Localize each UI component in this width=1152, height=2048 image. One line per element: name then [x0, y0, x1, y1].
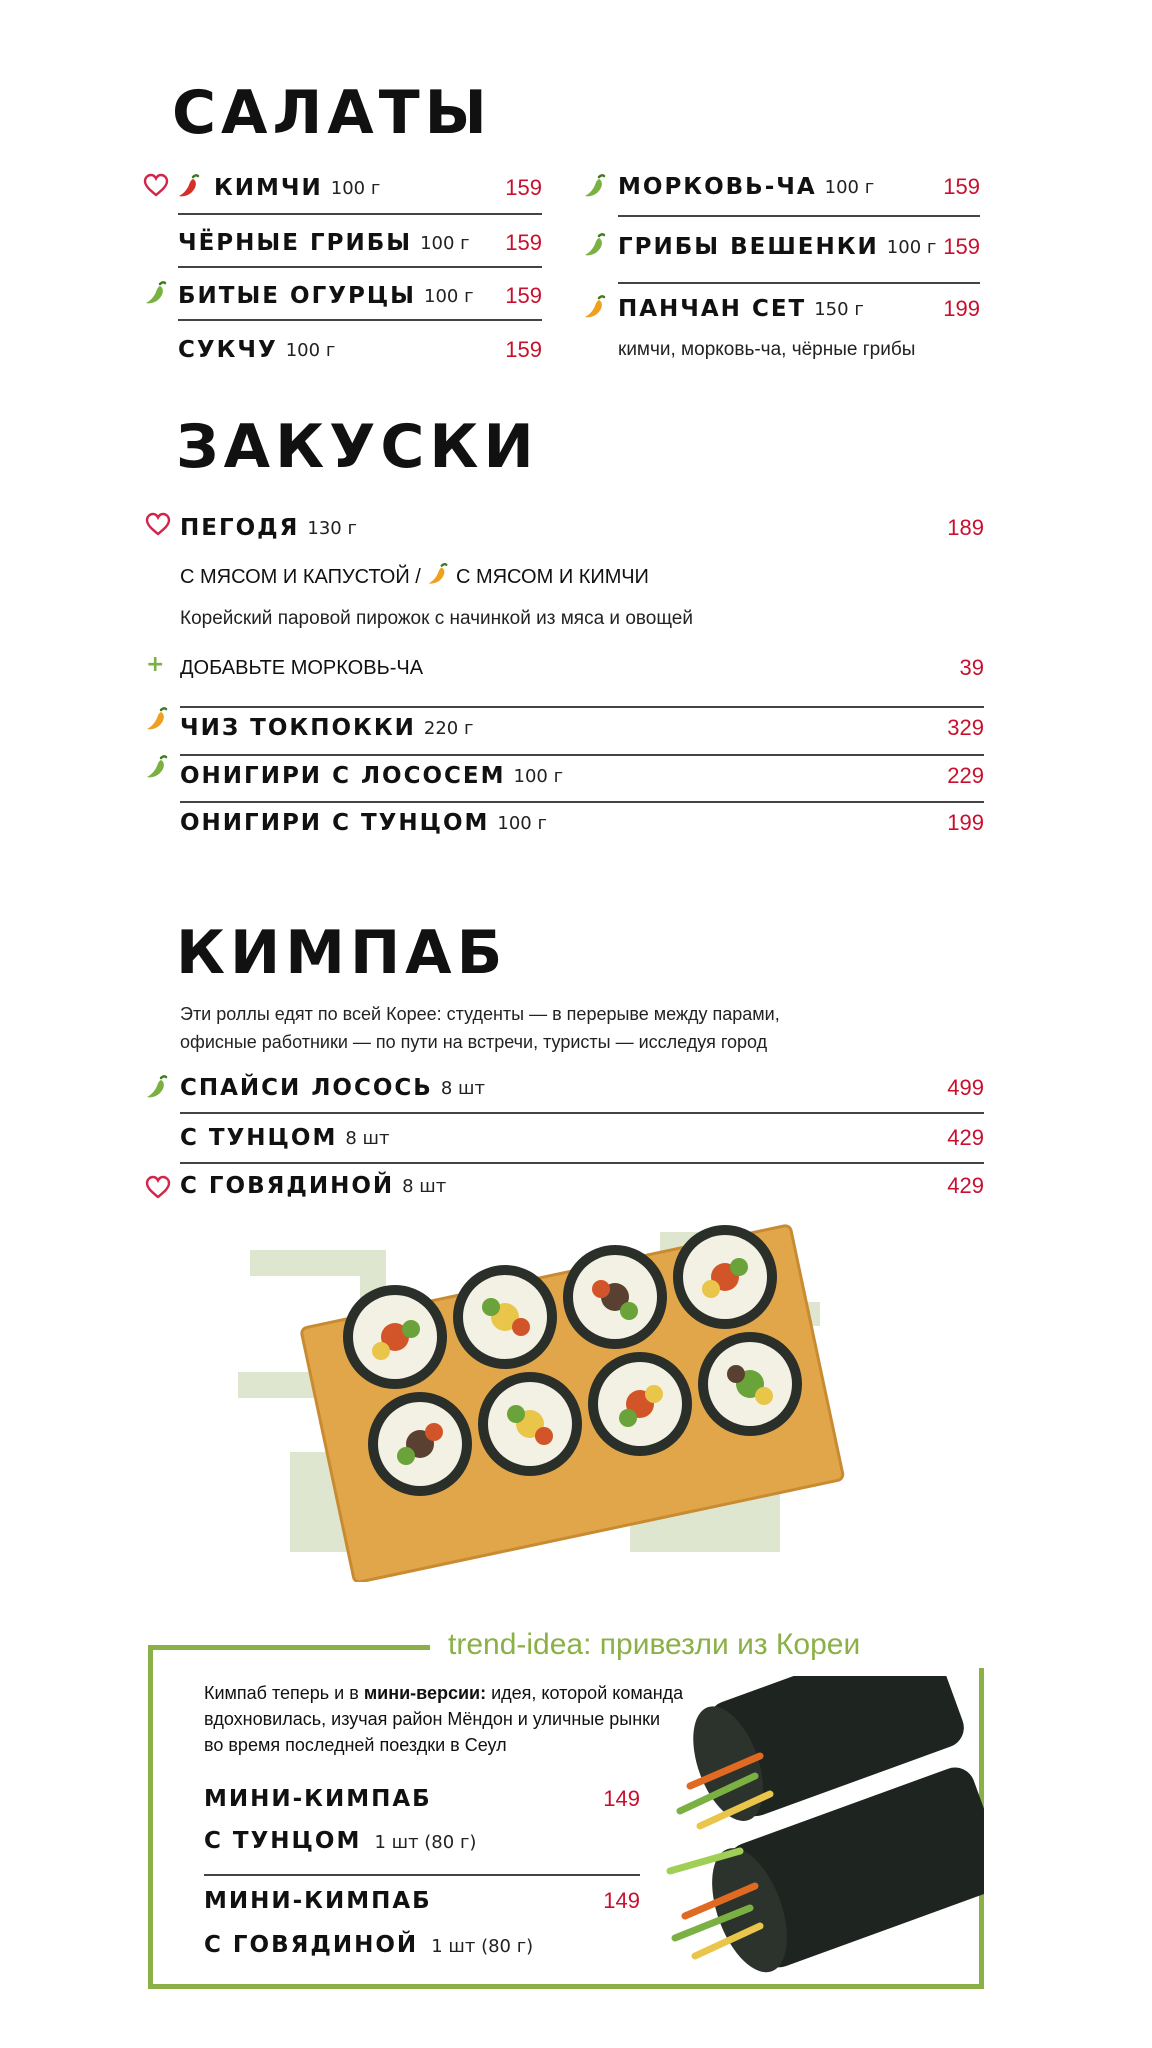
item-price: 199 [947, 810, 984, 835]
item-weight: 100 г [420, 232, 470, 254]
item-price: 159 [943, 174, 980, 199]
menu-item-mini-kimbap-tuna[interactable] [204, 1778, 640, 1868]
kimbap-title: КИМПАБ [176, 918, 508, 988]
divider [618, 215, 980, 217]
item-price: 429 [947, 1125, 984, 1150]
divider [180, 1162, 984, 1164]
trend-text-line3: во время последней поездки в Сеул [204, 1735, 507, 1755]
item-weight: 1 шт (80 г) [431, 1936, 534, 1957]
item-weight: 100 г [824, 176, 875, 198]
divider [178, 319, 542, 321]
item-name: ПАНЧАН СЕТ [618, 296, 807, 322]
chili-red-icon [176, 173, 202, 199]
item-weight: 100 г [330, 177, 381, 199]
chili-green-icon [144, 754, 170, 780]
item-price: 159 [505, 175, 542, 200]
item-weight: 1 шт (80 г) [374, 1832, 477, 1853]
item-price: 159 [505, 230, 542, 255]
trend-text-line1: Кимпаб теперь и в мини-версии: идея, которой команда [204, 1683, 684, 1703]
divider [204, 1874, 640, 1876]
item-name: ГРИБЫ ВЕШЕНКИ [618, 234, 879, 260]
item-price: 159 [505, 283, 542, 308]
menu-item-morkov-cha[interactable] [618, 167, 980, 207]
item-price: 329 [947, 715, 984, 740]
chili-green-icon [582, 173, 608, 199]
item-price: 149 [603, 1888, 640, 1913]
item-weight: 130 г [307, 517, 357, 539]
pegodya-variants [180, 562, 649, 589]
plus-icon: + [146, 652, 165, 677]
heart-icon [144, 511, 172, 537]
menu-item-onigiri-tuna[interactable] [180, 803, 984, 843]
kimbap-intro-line2: офисные работники — по пути на встречи, туристы — исследуя город [180, 1032, 768, 1052]
menu-item-mini-kimbap-beef[interactable] [204, 1880, 640, 1970]
divider [180, 1112, 984, 1114]
salads-left-column [178, 168, 542, 378]
item-name: СУКЧУ [178, 337, 278, 363]
snacks-list [180, 508, 984, 838]
salads-title: САЛАТЫ [172, 78, 492, 148]
item-weight: 100 г [513, 765, 564, 787]
addon-label: ДОБАВЬТЕ МОРКОВЬ-ЧА [180, 656, 424, 679]
kimbap-list [180, 1068, 984, 1208]
item-price: 159 [943, 234, 980, 259]
item-name-line1: МИНИ-КИМПАБ [204, 1888, 432, 1914]
item-name-line2-wrap [204, 1932, 533, 1958]
item-weight: 100 г [424, 285, 474, 307]
chili-green-icon [582, 232, 608, 258]
divider [178, 213, 542, 215]
chili-green-icon [144, 1074, 170, 1100]
item-price: 199 [943, 296, 980, 321]
menu-item-beef[interactable] [180, 1166, 984, 1206]
kimbap-photo [230, 1222, 910, 1582]
item-name-line2: С ТУНЦОМ [204, 1828, 362, 1854]
item-name: ПЕГОДЯ [180, 515, 300, 541]
addon-price: 39 [959, 655, 984, 680]
item-weight: 220 г [423, 717, 474, 739]
addon-morkov-cha[interactable] [180, 648, 984, 688]
snacks-title: ЗАКУСКИ [176, 412, 539, 482]
item-price: 149 [603, 1786, 640, 1811]
menu-item-onigiri-salmon[interactable] [180, 756, 984, 796]
divider [178, 266, 542, 268]
item-name: С ГОВЯДИНОЙ [180, 1173, 395, 1199]
item-name: СПАЙСИ ЛОСОСЬ [180, 1075, 433, 1101]
chili-orange-icon [426, 562, 450, 586]
item-price: 429 [947, 1173, 984, 1198]
salads-right-column [618, 167, 980, 367]
item-name: ОНИГИРИ С ЛОСОСЕМ [180, 763, 506, 789]
menu-item-smashed-cucumbers[interactable] [178, 276, 542, 316]
menu-item-kimchi[interactable] [178, 168, 542, 208]
item-name: ЧЁРНЫЕ ГРИБЫ [178, 230, 413, 256]
item-price: 189 [947, 515, 984, 540]
item-weight: 150 г [814, 298, 864, 320]
item-name-line2: С ГОВЯДИНОЙ [204, 1932, 419, 1958]
heart-icon [142, 172, 170, 198]
variant-a: С МЯСОМ И КАПУСТОЙ / [180, 566, 421, 588]
kimbap-intro-line1: Эти роллы едят по всей Корее: студенты — в перерыве между парами, [180, 1004, 780, 1024]
item-weight: 8 шт [440, 1077, 485, 1099]
menu-item-banchan-set[interactable] [618, 289, 980, 329]
chili-orange-icon [144, 706, 170, 732]
banchan-set-note: кимчи, морковь-ча, чёрные грибы [618, 339, 916, 360]
mini-kimbap-photo [660, 1676, 984, 1986]
divider [618, 282, 980, 284]
item-weight: 100 г [497, 812, 547, 834]
item-name: С ТУНЦОМ [180, 1125, 338, 1151]
mini-kimbap-list [204, 1778, 640, 1978]
menu-item-spicy-salmon[interactable] [180, 1068, 984, 1108]
menu-item-tuna[interactable] [180, 1118, 984, 1158]
variant-b: С МЯСОМ И КИМЧИ [455, 566, 649, 588]
menu-item-sukchu[interactable] [178, 330, 542, 370]
item-price: 159 [505, 337, 542, 362]
item-weight: 8 шт [402, 1175, 447, 1197]
item-weight: 8 шт [345, 1127, 390, 1149]
menu-item-cheese-tteokbokki[interactable] [180, 708, 984, 748]
item-weight: 100 г [285, 339, 336, 361]
menu-item-black-mushrooms[interactable] [178, 223, 542, 263]
item-price: 229 [947, 763, 984, 788]
trend-text-line2: вдохновилась, изучая район Мёндон и уличные рынки [204, 1709, 661, 1729]
pegodya-description: Корейский паровой пирожок с начинкой из мяса и овощей [180, 608, 693, 629]
item-weight: 100 г [886, 236, 937, 258]
item-name: ОНИГИРИ С ТУНЦОМ [180, 810, 490, 836]
heart-icon [144, 1174, 172, 1200]
item-price: 499 [947, 1075, 984, 1100]
trend-title: trend-idea: привезли из Кореи [448, 1628, 861, 1661]
chili-green-icon [143, 280, 169, 306]
item-name: КИМЧИ [214, 175, 323, 201]
item-name: МОРКОВЬ-ЧА [618, 174, 817, 200]
item-name-line1: МИНИ-КИМПАБ [204, 1786, 432, 1812]
item-name-line2-wrap [204, 1828, 476, 1854]
menu-item-pegodya[interactable] [180, 508, 984, 548]
chili-orange-icon [582, 294, 608, 320]
item-name: БИТЫЕ ОГУРЦЫ [178, 283, 416, 309]
menu-item-oyster-mushrooms[interactable] [618, 227, 980, 267]
item-name: ЧИЗ ТОКПОККИ [180, 715, 416, 741]
